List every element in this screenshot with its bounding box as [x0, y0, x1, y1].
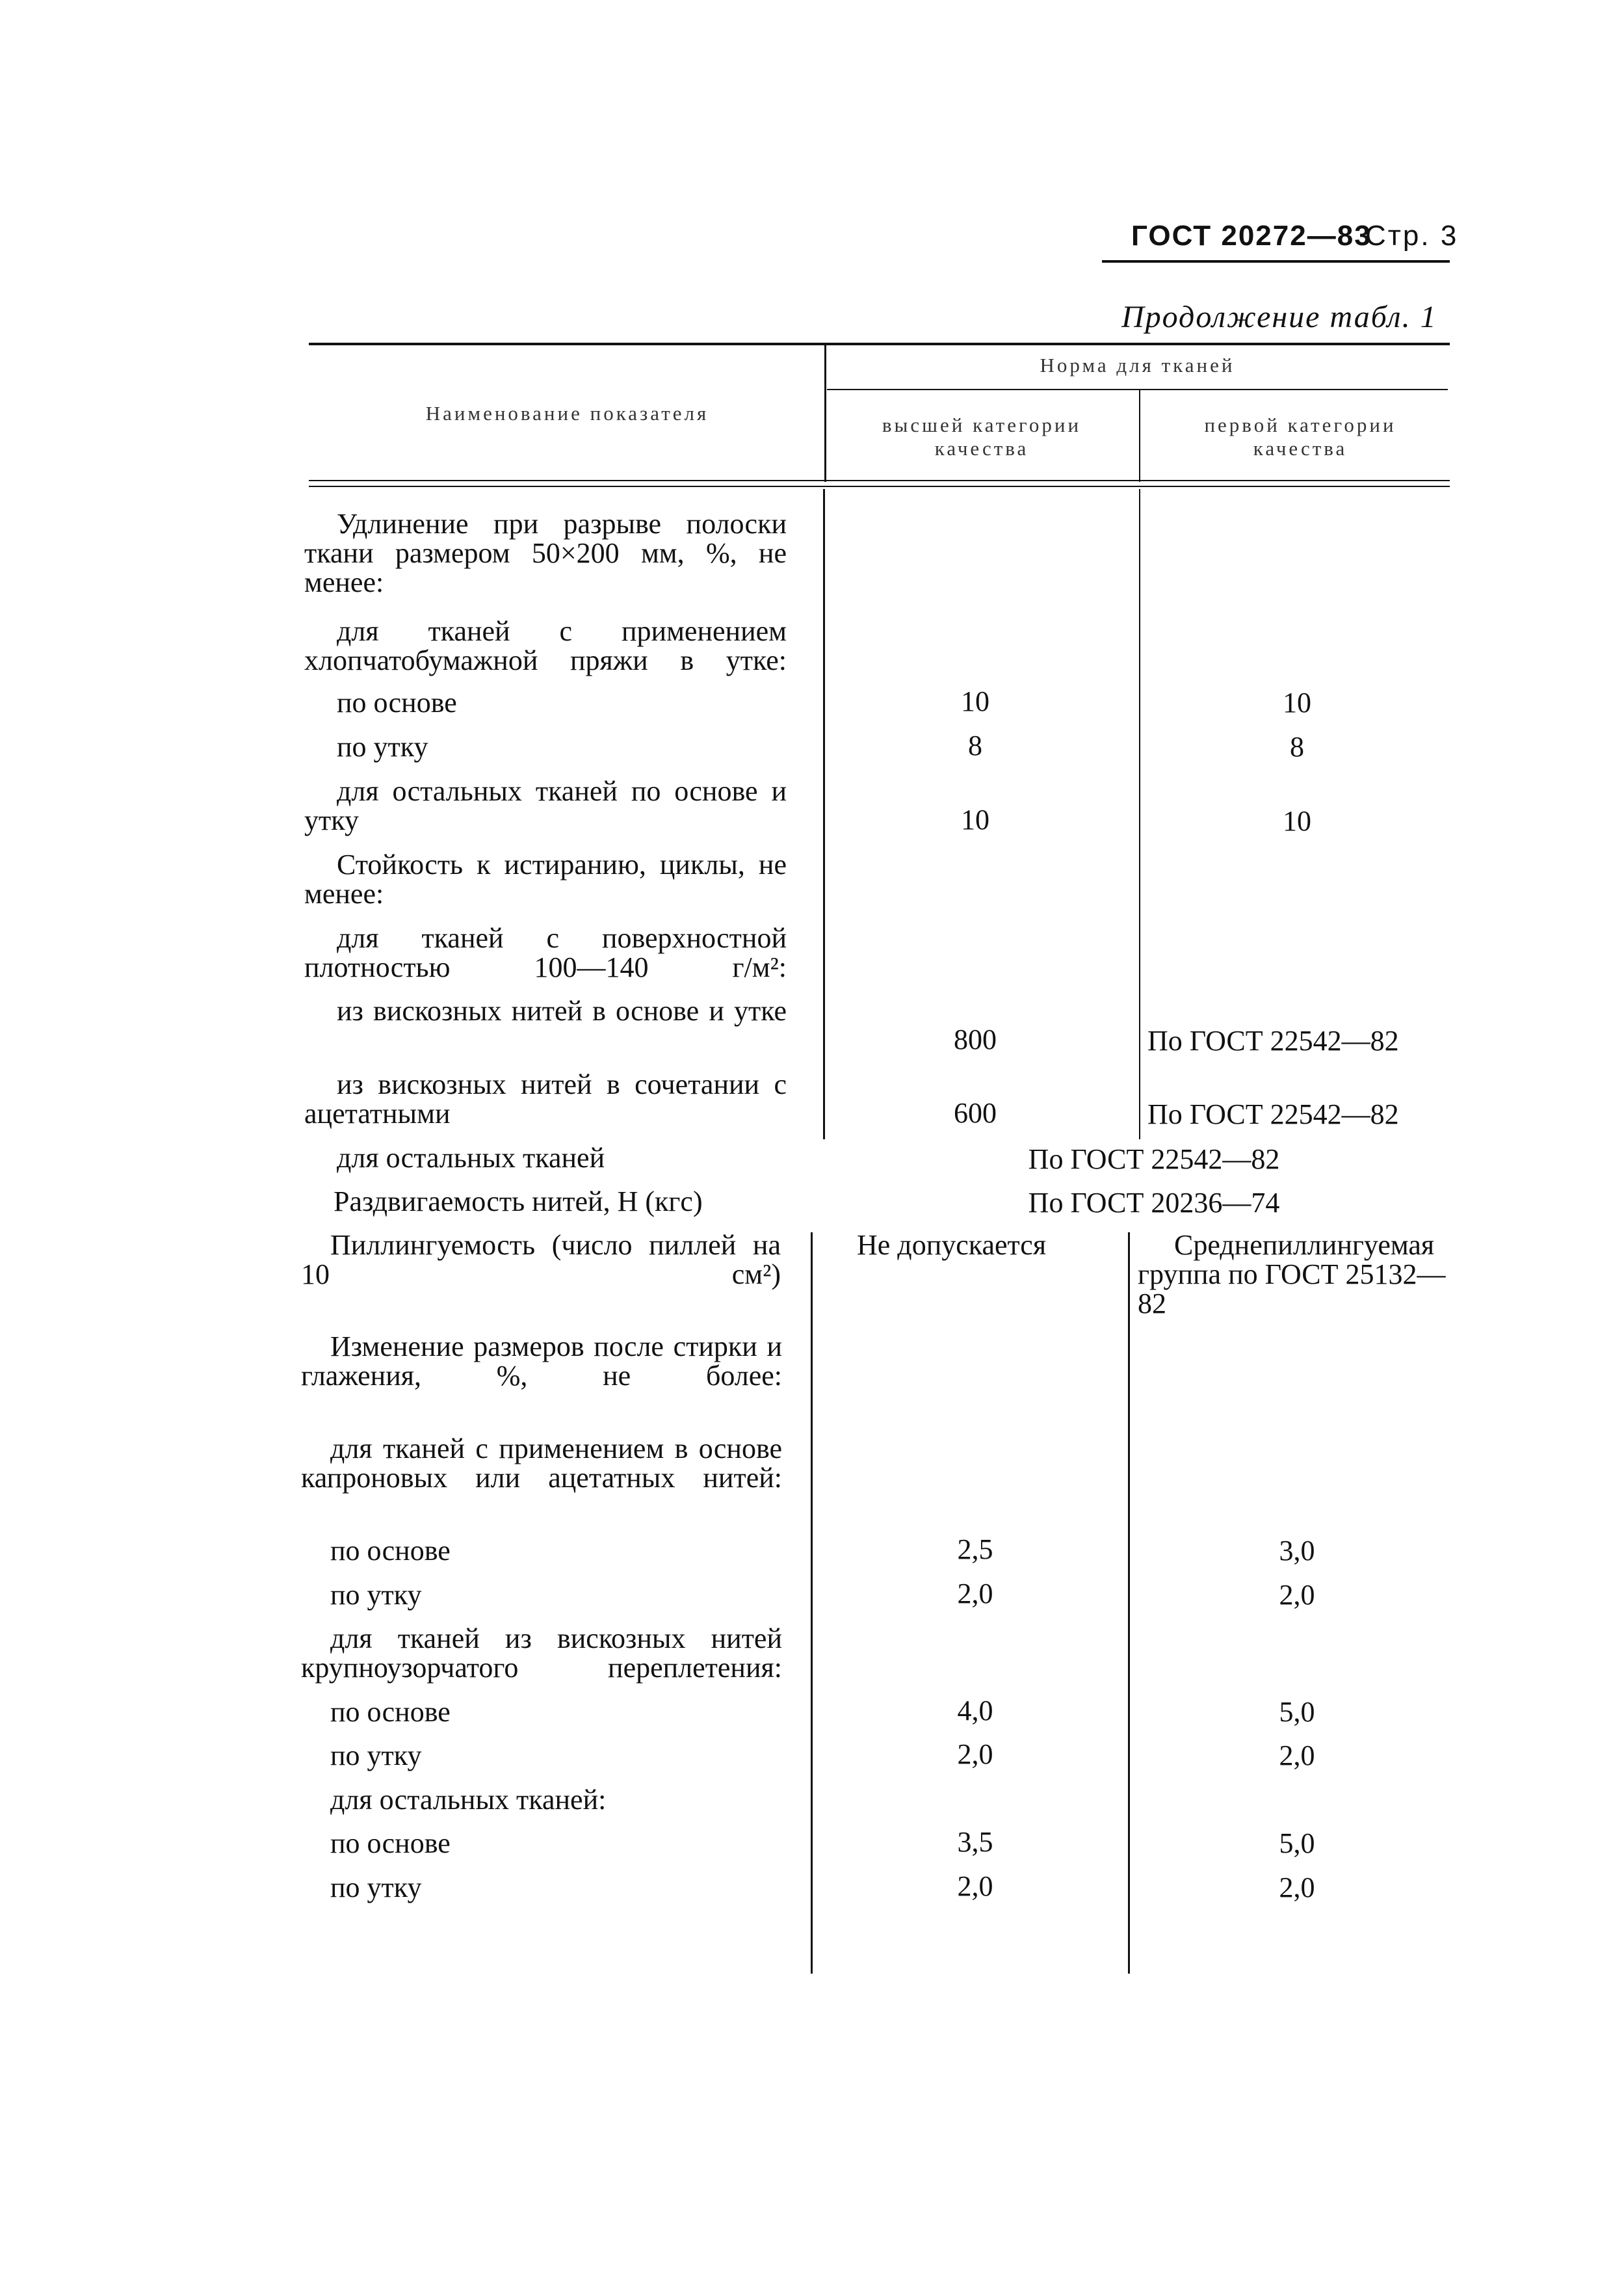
group-header-rule: [827, 389, 1448, 390]
value-first: По ГОСТ 22542—82: [1147, 1025, 1399, 1057]
page-number: Стр. 3: [1365, 220, 1459, 252]
value-first: 10: [1283, 805, 1311, 837]
header-bottom-rule-2: [309, 486, 1450, 487]
value-highest: 2,5: [957, 1533, 993, 1565]
row-name: по утку: [330, 1740, 422, 1771]
row-name: по основе: [337, 687, 457, 719]
value-highest: Не допускается: [857, 1229, 1047, 1261]
row-name: для тканей с поверхностной плотностью 100—140 г/м²:: [304, 922, 787, 983]
column-header-highest: высшей категории качества: [882, 414, 1082, 460]
column-header-indicator: Наименование показателя: [425, 402, 709, 425]
row-name: из вискозных нитей в основе и утке: [337, 995, 787, 1027]
row-name: по основе: [330, 1535, 451, 1567]
column-header-first: первой категории качества: [1204, 414, 1396, 460]
row-name: Изменение размеров после стирки и глажения, %, не более:: [301, 1330, 782, 1392]
value-highest: 2,0: [957, 1870, 993, 1902]
col-divider-2-body-a: [1139, 489, 1140, 1139]
value-first: 2,0: [1279, 1740, 1315, 1771]
value-highest: 600: [954, 1097, 997, 1129]
header-bottom-rule-1: [309, 480, 1450, 481]
row-name: Пиллингуемость (число пиллей на 10 см²): [301, 1229, 781, 1290]
row-name: Стойкость к истиранию, циклы, не менее:: [304, 849, 787, 910]
value-first: 10: [1283, 687, 1311, 719]
value-first: 3,0: [1279, 1535, 1315, 1567]
row-name: для тканей с применением в основе капроновых или ацетатных нитей:: [301, 1433, 782, 1494]
value-highest: 2,0: [957, 1578, 993, 1609]
row-name: по утку: [337, 731, 428, 763]
value-highest: 3,5: [957, 1826, 993, 1858]
document-code: ГОСТ 20272—83: [1131, 220, 1372, 252]
row-name: для остальных тканей:: [330, 1784, 607, 1816]
row-name: из вискозных нитей в сочетании с ацетатными: [304, 1068, 787, 1130]
row-name: по основе: [330, 1827, 451, 1859]
value-both-columns: По ГОСТ 22542—82: [1028, 1143, 1280, 1175]
column-group-header: Норма для тканей: [1040, 354, 1235, 377]
row-name: для тканей с применением хлопчатобумажной пряжи в утке:: [304, 615, 787, 676]
table-continuation-caption: Продолжение табл. 1: [1121, 300, 1437, 334]
value-highest: 8: [968, 730, 982, 761]
value-first: По ГОСТ 22542—82: [1147, 1098, 1399, 1130]
value-highest: 800: [954, 1024, 997, 1055]
col-divider-2-head: [1139, 390, 1140, 482]
col-divider-1-head: [824, 345, 826, 482]
value-first: 5,0: [1279, 1827, 1315, 1859]
value-first: 2,0: [1279, 1579, 1315, 1611]
value-both-columns: По ГОСТ 20236—74: [1028, 1187, 1280, 1219]
value-highest: 10: [961, 685, 989, 717]
value-first: 8: [1290, 731, 1304, 763]
row-name: Раздвигаемость нитей, Н (кгс): [334, 1185, 703, 1217]
col-divider-2-body-b: [1128, 1232, 1130, 1974]
value-first: 2,0: [1279, 1872, 1315, 1903]
table-top-rule: [309, 343, 1450, 345]
row-name: для тканей из вискозных нитей крупноузорчатого переплетения:: [301, 1622, 782, 1684]
value-highest: 4,0: [957, 1695, 993, 1727]
col-divider-1-body-a: [823, 489, 825, 1139]
value-first: 5,0: [1279, 1696, 1315, 1728]
row-name: по утку: [330, 1872, 422, 1903]
value-first: Среднепиллингуемая группа по ГОСТ 25132—82: [1138, 1229, 1446, 1319]
row-name: для остальных тканей: [337, 1142, 605, 1174]
header-rule: [1102, 260, 1450, 263]
row-name: по основе: [330, 1696, 451, 1728]
value-highest: 10: [961, 804, 989, 836]
row-name: для остальных тканей по основе и утку: [304, 775, 787, 836]
col-divider-1-body-b: [811, 1232, 813, 1974]
value-highest: 2,0: [957, 1738, 993, 1770]
row-name: Удлинение при разрыве полоски ткани размером 50×200 мм, %, не менее:: [304, 508, 787, 598]
row-name: по утку: [330, 1579, 422, 1611]
